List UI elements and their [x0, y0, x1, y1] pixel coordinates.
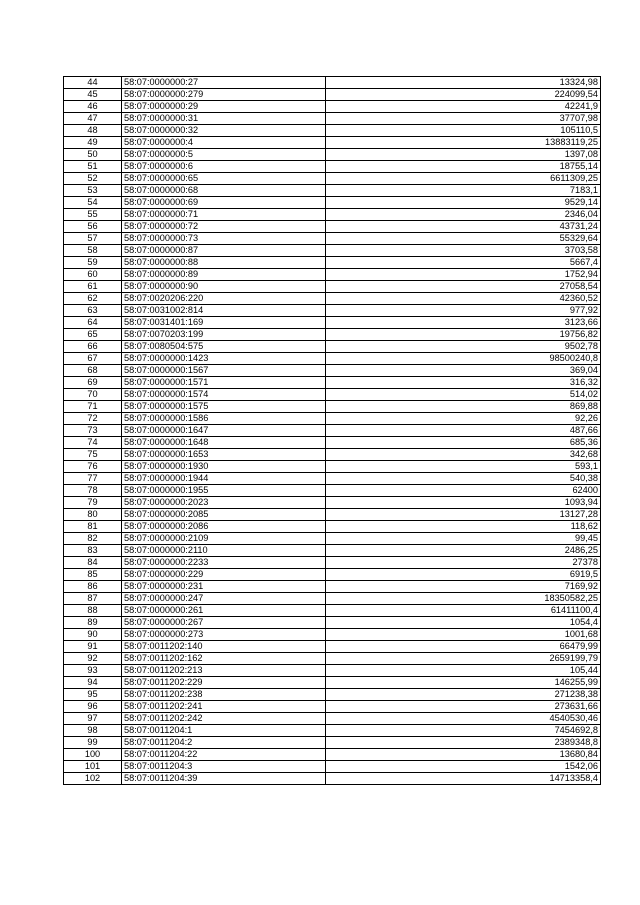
row-number-cell: 87	[64, 593, 122, 605]
table-row	[64, 281, 601, 293]
table-row	[64, 641, 601, 653]
row-number-cell: 66	[64, 341, 122, 353]
table-row	[64, 269, 601, 281]
table-row	[64, 533, 601, 545]
row-number-cell: 102	[64, 773, 122, 785]
row-number-cell: 69	[64, 377, 122, 389]
row-number-cell: 64	[64, 317, 122, 329]
cadastral-number-cell: 58:07:0000000:273	[122, 629, 326, 641]
cadastral-number-cell: 58:07:0000000:73	[122, 233, 326, 245]
value-cell: 13883119,25	[326, 137, 601, 149]
value-cell: 487,66	[326, 425, 601, 437]
row-number-cell: 93	[64, 665, 122, 677]
value-cell: 62400	[326, 485, 601, 497]
value-cell: 92,26	[326, 413, 601, 425]
cadastral-number-cell: 58:07:0000000:247	[122, 593, 326, 605]
row-number-cell: 59	[64, 257, 122, 269]
table-row	[64, 689, 601, 701]
value-cell: 1001,68	[326, 629, 601, 641]
value-cell: 27058,54	[326, 281, 601, 293]
table-row	[64, 413, 601, 425]
table-row	[64, 761, 601, 773]
cadastral-number-cell: 58:07:0031401:169	[122, 317, 326, 329]
value-cell: 271238,38	[326, 689, 601, 701]
cadastral-number-cell: 58:07:0031002:814	[122, 305, 326, 317]
row-number-cell: 45	[64, 89, 122, 101]
row-number-cell: 92	[64, 653, 122, 665]
table-row	[64, 713, 601, 725]
table-row	[64, 77, 601, 89]
row-number-cell: 48	[64, 125, 122, 137]
value-cell: 37707,98	[326, 113, 601, 125]
row-number-cell: 49	[64, 137, 122, 149]
cadastral-number-cell: 58:07:0000000:1567	[122, 365, 326, 377]
value-cell: 685,36	[326, 437, 601, 449]
value-cell: 1093,94	[326, 497, 601, 509]
table-row	[64, 665, 601, 677]
cadastral-number-cell: 58:07:0020206:220	[122, 293, 326, 305]
cadastral-number-cell: 58:07:0000000:72	[122, 221, 326, 233]
row-number-cell: 47	[64, 113, 122, 125]
table-row	[64, 125, 601, 137]
row-number-cell: 85	[64, 569, 122, 581]
value-cell: 3703,58	[326, 245, 601, 257]
cadastral-number-cell: 58:07:0000000:229	[122, 569, 326, 581]
table-row	[64, 461, 601, 473]
cadastral-number-cell: 58:07:0000000:279	[122, 89, 326, 101]
value-cell: 99,45	[326, 533, 601, 545]
row-number-cell: 98	[64, 725, 122, 737]
cadastral-number-cell: 58:07:0000000:261	[122, 605, 326, 617]
cadastral-number-cell: 58:07:0000000:5	[122, 149, 326, 161]
row-number-cell: 90	[64, 629, 122, 641]
cadastral-number-cell: 58:07:0000000:6	[122, 161, 326, 173]
value-cell: 2346,04	[326, 209, 601, 221]
cadastral-number-cell: 58:07:0000000:1423	[122, 353, 326, 365]
table-row	[64, 593, 601, 605]
row-number-cell: 60	[64, 269, 122, 281]
cadastral-number-cell: 58:07:0000000:2110	[122, 545, 326, 557]
row-number-cell: 71	[64, 401, 122, 413]
value-cell: 19756,82	[326, 329, 601, 341]
table-row	[64, 473, 601, 485]
value-cell: 1397,08	[326, 149, 601, 161]
cadastral-number-cell: 58:07:0011204:2	[122, 737, 326, 749]
value-cell: 1054,4	[326, 617, 601, 629]
cadastral-number-cell: 58:07:0000000:65	[122, 173, 326, 185]
row-number-cell: 57	[64, 233, 122, 245]
cadastral-number-cell: 58:07:0000000:89	[122, 269, 326, 281]
table-body	[64, 77, 601, 785]
value-cell: 42241,9	[326, 101, 601, 113]
value-cell: 6611309,25	[326, 173, 601, 185]
cadastral-number-cell: 58:07:0000000:90	[122, 281, 326, 293]
cadastral-number-cell: 58:07:0011204:22	[122, 749, 326, 761]
cadastral-number-cell: 58:07:0000000:2086	[122, 521, 326, 533]
row-number-cell: 100	[64, 749, 122, 761]
value-cell: 593,1	[326, 461, 601, 473]
table-row	[64, 149, 601, 161]
cadastral-number-cell: 58:07:0000000:1653	[122, 449, 326, 461]
value-cell: 977,92	[326, 305, 601, 317]
row-number-cell: 77	[64, 473, 122, 485]
table-row	[64, 401, 601, 413]
cadastral-number-cell: 58:07:0000000:1575	[122, 401, 326, 413]
value-cell: 18350582,25	[326, 593, 601, 605]
cadastral-number-cell: 58:07:0011202:213	[122, 665, 326, 677]
cadastral-number-cell: 58:07:0000000:32	[122, 125, 326, 137]
data-table	[63, 76, 601, 785]
row-number-cell: 73	[64, 425, 122, 437]
cadastral-number-cell: 58:07:0000000:1648	[122, 437, 326, 449]
value-cell: 42360,52	[326, 293, 601, 305]
value-cell: 2486,25	[326, 545, 601, 557]
value-cell: 1752,94	[326, 269, 601, 281]
row-number-cell: 55	[64, 209, 122, 221]
table-row	[64, 773, 601, 785]
value-cell: 5667,4	[326, 257, 601, 269]
table-row	[64, 233, 601, 245]
row-number-cell: 91	[64, 641, 122, 653]
value-cell: 2659199,79	[326, 653, 601, 665]
row-number-cell: 68	[64, 365, 122, 377]
table-row	[64, 605, 601, 617]
cadastral-number-cell: 58:07:0000000:2109	[122, 533, 326, 545]
cadastral-number-cell: 58:07:0000000:29	[122, 101, 326, 113]
row-number-cell: 84	[64, 557, 122, 569]
value-cell: 316,32	[326, 377, 601, 389]
table-row	[64, 317, 601, 329]
cadastral-number-cell: 58:07:0011202:229	[122, 677, 326, 689]
cadastral-number-cell: 58:07:0000000:88	[122, 257, 326, 269]
table-row	[64, 173, 601, 185]
cadastral-number-cell: 58:07:0011202:140	[122, 641, 326, 653]
row-number-cell: 78	[64, 485, 122, 497]
table-row	[64, 161, 601, 173]
row-number-cell: 81	[64, 521, 122, 533]
table-row	[64, 653, 601, 665]
cadastral-number-cell: 58:07:0000000:4	[122, 137, 326, 149]
cadastral-number-cell: 58:07:0011204:39	[122, 773, 326, 785]
row-number-cell: 70	[64, 389, 122, 401]
cadastral-number-cell: 58:07:0000000:1647	[122, 425, 326, 437]
cadastral-number-cell: 58:07:0000000:2085	[122, 509, 326, 521]
cadastral-number-cell: 58:07:0000000:87	[122, 245, 326, 257]
row-number-cell: 101	[64, 761, 122, 773]
table-row	[64, 701, 601, 713]
row-number-cell: 54	[64, 197, 122, 209]
row-number-cell: 97	[64, 713, 122, 725]
cadastral-number-cell: 58:07:0011202:238	[122, 689, 326, 701]
table-row	[64, 113, 601, 125]
cadastral-number-cell: 58:07:0000000:1930	[122, 461, 326, 473]
table-row	[64, 725, 601, 737]
row-number-cell: 76	[64, 461, 122, 473]
value-cell: 4540530,46	[326, 713, 601, 725]
cadastral-number-cell: 58:07:0000000:2233	[122, 557, 326, 569]
table-row	[64, 245, 601, 257]
table-row	[64, 449, 601, 461]
value-cell: 105,44	[326, 665, 601, 677]
value-cell: 7169,92	[326, 581, 601, 593]
row-number-cell: 75	[64, 449, 122, 461]
row-number-cell: 89	[64, 617, 122, 629]
value-cell: 66479,99	[326, 641, 601, 653]
cadastral-number-cell: 58:07:0000000:1586	[122, 413, 326, 425]
table-row	[64, 677, 601, 689]
table-row	[64, 557, 601, 569]
value-cell: 146255,99	[326, 677, 601, 689]
row-number-cell: 63	[64, 305, 122, 317]
cadastral-number-cell: 58:07:0000000:1944	[122, 473, 326, 485]
value-cell: 118,62	[326, 521, 601, 533]
value-cell: 224099,54	[326, 89, 601, 101]
row-number-cell: 82	[64, 533, 122, 545]
row-number-cell: 96	[64, 701, 122, 713]
value-cell: 9502,78	[326, 341, 601, 353]
table-row	[64, 353, 601, 365]
value-cell: 7183,1	[326, 185, 601, 197]
table-row	[64, 101, 601, 113]
cadastral-number-cell: 58:07:0000000:2023	[122, 497, 326, 509]
row-number-cell: 65	[64, 329, 122, 341]
cadastral-number-cell: 58:07:0011202:242	[122, 713, 326, 725]
table-row	[64, 521, 601, 533]
row-number-cell: 50	[64, 149, 122, 161]
cadastral-number-cell: 58:07:0000000:31	[122, 113, 326, 125]
row-number-cell: 52	[64, 173, 122, 185]
cadastral-number-cell: 58:07:0000000:68	[122, 185, 326, 197]
table-row	[64, 581, 601, 593]
table-row	[64, 629, 601, 641]
row-number-cell: 74	[64, 437, 122, 449]
value-cell: 369,04	[326, 365, 601, 377]
value-cell: 540,38	[326, 473, 601, 485]
row-number-cell: 88	[64, 605, 122, 617]
cadastral-number-cell: 58:07:0011202:241	[122, 701, 326, 713]
row-number-cell: 61	[64, 281, 122, 293]
table-row	[64, 425, 601, 437]
row-number-cell: 67	[64, 353, 122, 365]
table-row	[64, 185, 601, 197]
row-number-cell: 51	[64, 161, 122, 173]
cadastral-number-cell: 58:07:0011204:3	[122, 761, 326, 773]
value-cell: 6919,5	[326, 569, 601, 581]
row-number-cell: 44	[64, 77, 122, 89]
cadastral-number-cell: 58:07:0000000:1574	[122, 389, 326, 401]
table-row	[64, 497, 601, 509]
cadastral-number-cell: 58:07:0000000:267	[122, 617, 326, 629]
value-cell: 869,88	[326, 401, 601, 413]
value-cell: 14713358,4	[326, 773, 601, 785]
row-number-cell: 56	[64, 221, 122, 233]
row-number-cell: 58	[64, 245, 122, 257]
row-number-cell: 83	[64, 545, 122, 557]
row-number-cell: 53	[64, 185, 122, 197]
cadastral-number-cell: 58:07:0070203:199	[122, 329, 326, 341]
value-cell: 273631,66	[326, 701, 601, 713]
table-row	[64, 89, 601, 101]
value-cell: 13680,84	[326, 749, 601, 761]
table-row	[64, 545, 601, 557]
table-row	[64, 365, 601, 377]
row-number-cell: 95	[64, 689, 122, 701]
table-row	[64, 569, 601, 581]
row-number-cell: 94	[64, 677, 122, 689]
value-cell: 2389348,8	[326, 737, 601, 749]
value-cell: 43731,24	[326, 221, 601, 233]
row-number-cell: 99	[64, 737, 122, 749]
table-row	[64, 509, 601, 521]
table-row	[64, 221, 601, 233]
table-row	[64, 293, 601, 305]
row-number-cell: 80	[64, 509, 122, 521]
table-row	[64, 209, 601, 221]
cadastral-number-cell: 58:07:0000000:27	[122, 77, 326, 89]
table-row	[64, 197, 601, 209]
row-number-cell: 72	[64, 413, 122, 425]
table-row	[64, 749, 601, 761]
table-row	[64, 485, 601, 497]
cadastral-number-cell: 58:07:0000000:1571	[122, 377, 326, 389]
table-row	[64, 737, 601, 749]
cadastral-number-cell: 58:07:0011202:162	[122, 653, 326, 665]
value-cell: 27378	[326, 557, 601, 569]
row-number-cell: 79	[64, 497, 122, 509]
cadastral-number-cell: 58:07:0011204:1	[122, 725, 326, 737]
row-number-cell: 86	[64, 581, 122, 593]
table-row	[64, 437, 601, 449]
cadastral-number-cell: 58:07:0000000:1955	[122, 485, 326, 497]
cadastral-number-cell: 58:07:0000000:231	[122, 581, 326, 593]
value-cell: 7454692,8	[326, 725, 601, 737]
table-row	[64, 329, 601, 341]
table-row	[64, 137, 601, 149]
cadastral-number-cell: 58:07:0000000:69	[122, 197, 326, 209]
table-row	[64, 617, 601, 629]
value-cell: 61411100,4	[326, 605, 601, 617]
value-cell: 9529,14	[326, 197, 601, 209]
value-cell: 3123,66	[326, 317, 601, 329]
value-cell: 55329,64	[326, 233, 601, 245]
value-cell: 98500240,8	[326, 353, 601, 365]
table-row	[64, 389, 601, 401]
value-cell: 342,68	[326, 449, 601, 461]
row-number-cell: 46	[64, 101, 122, 113]
cadastral-number-cell: 58:07:0080504:575	[122, 341, 326, 353]
row-number-cell: 62	[64, 293, 122, 305]
value-cell: 13324,98	[326, 77, 601, 89]
table-row	[64, 257, 601, 269]
table-row	[64, 305, 601, 317]
value-cell: 1542,06	[326, 761, 601, 773]
value-cell: 105110,5	[326, 125, 601, 137]
cadastral-number-cell: 58:07:0000000:71	[122, 209, 326, 221]
table-row	[64, 377, 601, 389]
table-row	[64, 341, 601, 353]
value-cell: 514,02	[326, 389, 601, 401]
value-cell: 18755,14	[326, 161, 601, 173]
value-cell: 13127,28	[326, 509, 601, 521]
